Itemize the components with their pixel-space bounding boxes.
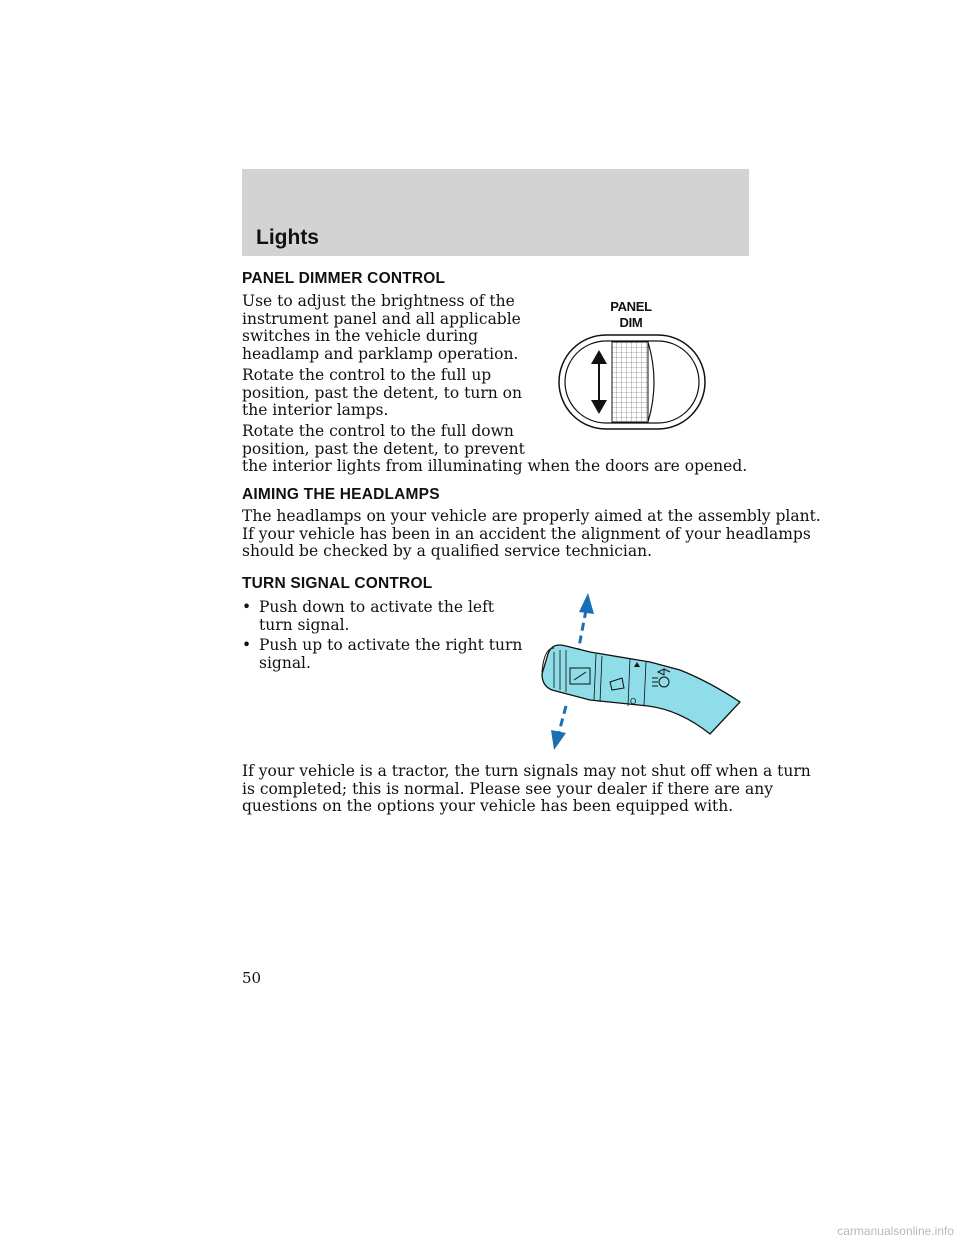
site-watermark: carmanualsonline.info — [837, 1224, 954, 1238]
panel-dimmer-heading: PANEL DIMMER CONTROL — [242, 270, 446, 287]
panel-dimmer-paragraph-2: Rotate the control to the full up position, past the detent, to turn on the interior lamps. — [242, 366, 522, 419]
panel-dim-figure-label: PANEL DIM — [610, 299, 652, 330]
turn-signal-heading: TURN SIGNAL CONTROL — [242, 575, 433, 592]
panel-dimmer-paragraph-1: Use to adjust the brightness of the instrument panel and all applicable switches in the vehicle during headlamp and parklamp operation. — [242, 292, 521, 363]
aiming-paragraph: The headlamps on your vehicle are properly aimed at the assembly plant. If your vehicle has been in an accident the alignment of your headlamps should be checked by a qualified service technician. — [242, 507, 821, 560]
section-title: Lights — [256, 226, 319, 249]
svg-text:O: O — [630, 697, 637, 706]
bullet-marker: • — [242, 636, 252, 654]
bullet-text: Push up to activate the right turn signal. — [259, 636, 523, 672]
aiming-heading: AIMING THE HEADLAMPS — [242, 486, 440, 503]
bullet-text: Push down to activate the left turn signal. — [259, 598, 495, 634]
page-number: 50 — [242, 969, 262, 987]
turn-signal-stalk-figure — [530, 590, 744, 750]
bullet-marker: • — [242, 598, 252, 616]
panel-dimmer-paragraph-3: Rotate the control to the full down position, past the detent, to prevent the interior lights from illuminating when the doors are opened. — [242, 422, 748, 475]
turn-signal-paragraph: If your vehicle is a tractor, the turn signals may not shut off when a turn is completed; this is normal. Please see your dealer if there are any questions on the options your vehicle has been equipped with. — [242, 762, 811, 815]
panel-dim-figure — [556, 332, 708, 432]
